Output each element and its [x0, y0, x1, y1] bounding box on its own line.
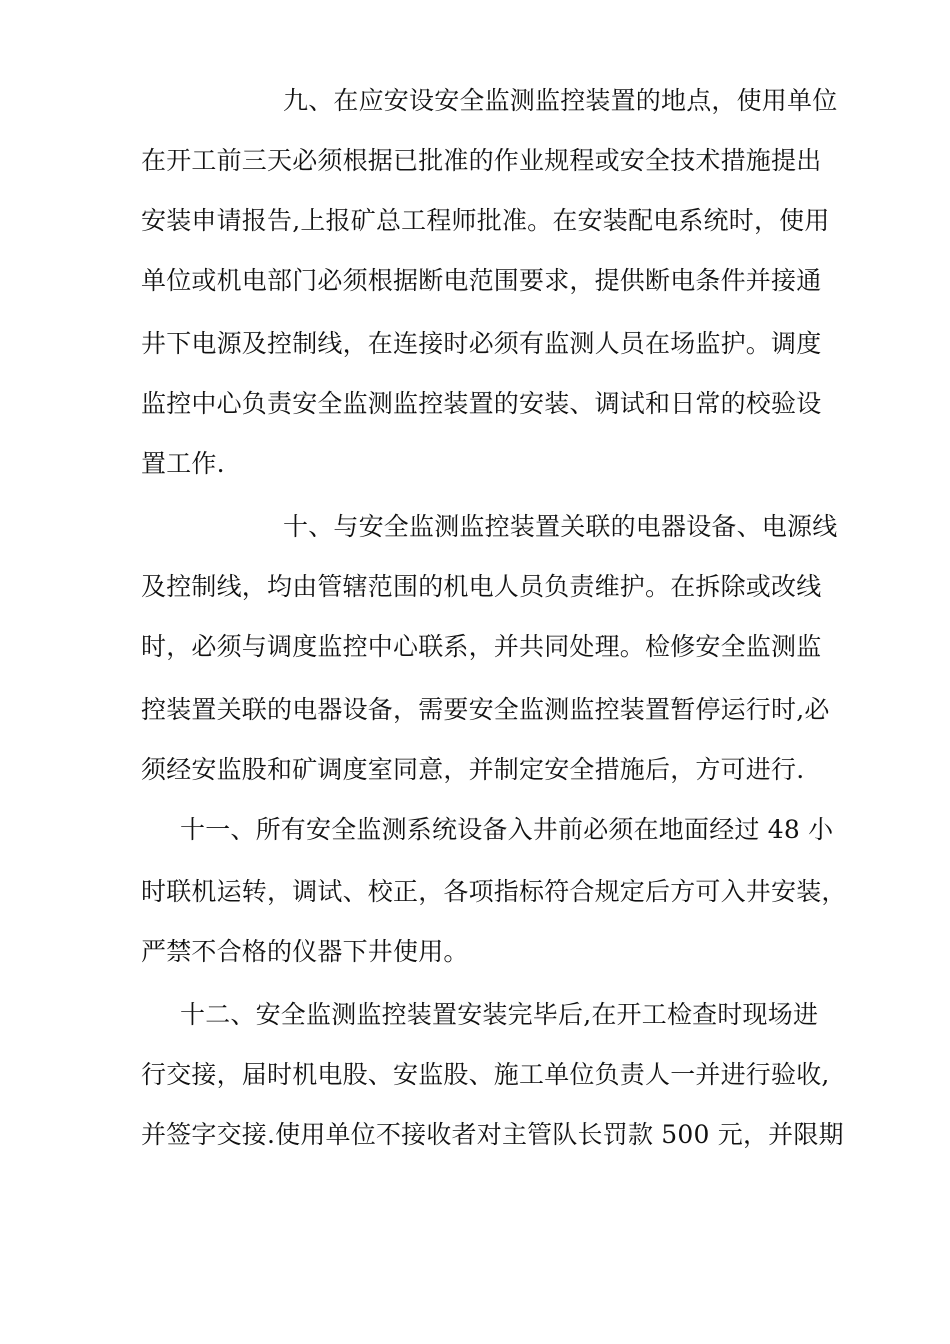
paragraph-12-line-1: 十二、安全监测监控装置安装完毕后,在开工检查时现场进	[180, 1000, 819, 1029]
paragraph-9-line-5: 井下电源及控制线，在连接时必须有监测人员在场监护。调度	[141, 329, 822, 358]
paragraph-9-line-7: 置工作.	[141, 449, 225, 478]
paragraph-10-line-3: 时，必须与调度监控中心联系，并共同处理。检修安全监测监	[141, 632, 822, 661]
paragraph-9-line-2: 在开工前三天必须根据已批准的作业规程或安全技术措施提出	[141, 146, 822, 175]
paragraph-10-line-1: 十、与安全监测监控装置关联的电器设备、电源线	[283, 512, 838, 541]
paragraph-12-line-2: 行交接，届时机电股、安监股、施工单位负责人一并进行验收,	[141, 1060, 830, 1089]
paragraph-9-line-6: 监控中心负责安全监测监控装置的安装、调试和日常的校验设	[141, 389, 822, 418]
paragraph-11-line-3: 严禁不合格的仪器下井使用。	[141, 937, 469, 966]
paragraph-12-line-3: 并签字交接.使用单位不接收者对主管队长罚款 500 元，并限期	[141, 1120, 844, 1149]
paragraph-9-line-4: 单位或机电部门必须根据断电范围要求，提供断电条件并接通	[141, 266, 822, 295]
paragraph-10-line-2: 及控制线，均由管辖范围的机电人员负责维护。在拆除或改线	[141, 572, 822, 601]
paragraph-11-line-1: 十一、所有安全监测系统设备入井前必须在地面经过 48 小	[180, 815, 834, 844]
paragraph-9-line-1: 九、在应安设安全监测监控装置的地点，使用单位	[283, 86, 838, 115]
paragraph-10-line-5: 须经安监股和矿调度室同意，并制定安全措施后，方可进行.	[141, 755, 805, 784]
paragraph-9-line-3: 安装申请报告,上报矿总工程师批准。在安装配电系统时，使用	[141, 206, 830, 235]
paragraph-11-line-2: 时联机运转，调试、校正，各项指标符合规定后方可入井安装，	[141, 877, 847, 906]
paragraph-10-line-4: 控装置关联的电器设备，需要安全监测监控装置暂停运行时,必	[141, 695, 830, 724]
